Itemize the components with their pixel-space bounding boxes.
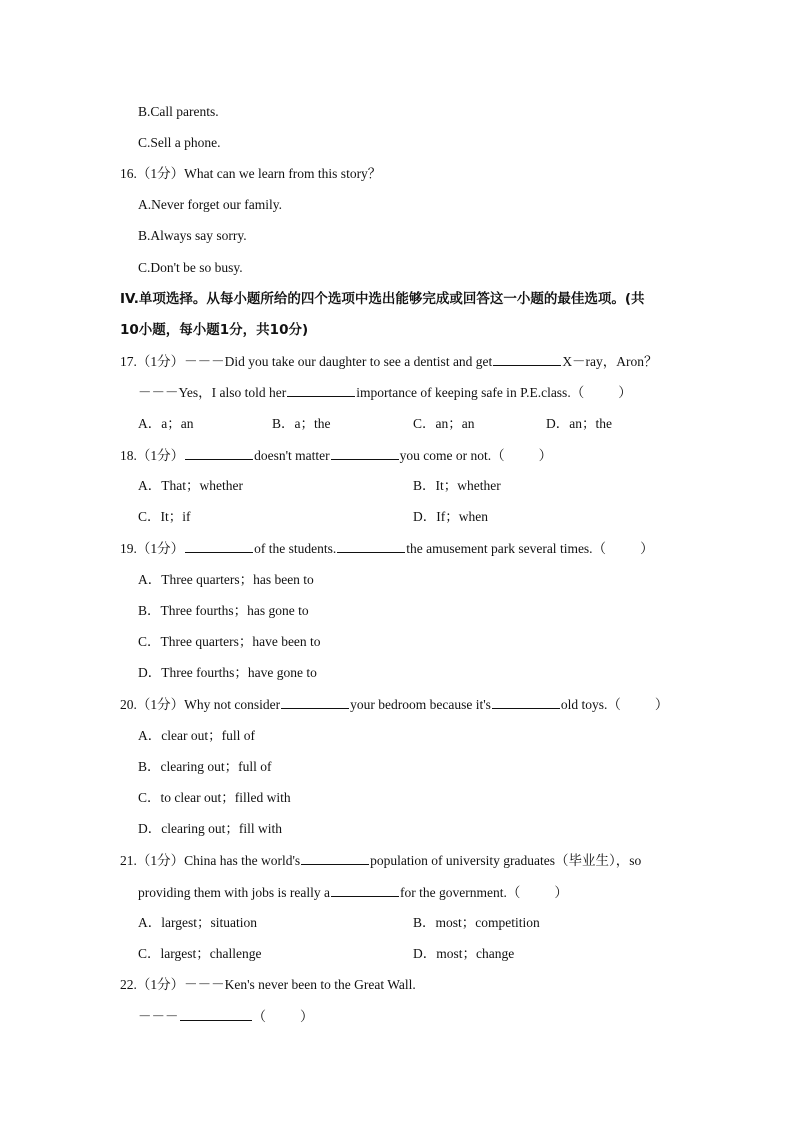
q17-option-c: C．an；an: [413, 416, 475, 431]
q15-option-c: C.Sell a phone.: [138, 135, 221, 150]
q16-option-c: C.Don't be so busy.: [138, 260, 243, 275]
q20-option-a: A．clear out；full of: [138, 728, 255, 743]
q17-text-3: －－－Yes，I also told her: [138, 385, 287, 400]
q21-blank-2[interactable]: [331, 882, 399, 897]
q22-text-4: ）: [300, 1009, 314, 1024]
q22-stem-line2: [138, 1006, 314, 1027]
q19-blank-1[interactable]: [185, 538, 253, 553]
q18-text-3: you come or not.（: [399, 448, 505, 463]
q17-option-b: B．a；the: [272, 416, 331, 431]
q17-option-d: D．an；the: [546, 416, 612, 431]
q21-text-3: providing them with jobs is really a: [138, 885, 330, 900]
q21-text-2: population of university graduates（毕业生），so: [370, 853, 642, 868]
q21-blank-1[interactable]: [301, 850, 369, 865]
q21-option-c: C．largest；challenge: [138, 946, 262, 961]
q19-option-c: C．Three quarters；have been to: [138, 634, 321, 649]
q21-stem-line2: [138, 882, 568, 903]
q20-blank-1[interactable]: [281, 694, 349, 709]
q20-text-3: old toys.（: [560, 697, 621, 712]
q19-blank-2[interactable]: [337, 538, 405, 553]
q20-text-2: your bedroom because it's: [350, 697, 491, 712]
q22-blank-1[interactable]: [180, 1006, 252, 1021]
q19-text-3: the amusement park several times.（: [406, 541, 607, 556]
q16-stem: 16.（1分）What can we learn from this story？: [120, 166, 382, 181]
section-4-heading-line2: 10小题，每小题1分，共10分): [120, 322, 309, 338]
q19-option-b: B．Three fourths；has gone to: [138, 603, 309, 618]
q17-text-4: importance of keeping safe in P.E.class.（: [356, 385, 585, 400]
q17-blank-2[interactable]: [287, 382, 355, 397]
q19-option-d: D．Three fourths；have gone to: [138, 665, 317, 680]
q22-stem: 22.（1分）－－－Ken's never been to the Great Wall.: [120, 977, 416, 992]
q17-blank-1[interactable]: [493, 351, 561, 366]
q21-option-a: A．largest；situation: [138, 915, 257, 930]
q19-stem: [120, 538, 654, 559]
q17-option-a: A．a；an: [138, 416, 194, 431]
section-4-heading-line1: IV.单项选择。从每小题所给的四个选项中选出能够完成或回答这一小题的最佳选项。(共: [120, 291, 645, 307]
q18-blank-1[interactable]: [185, 445, 253, 460]
q22-text-2: －－－: [138, 1009, 179, 1024]
q17-stem-line2: [138, 382, 632, 403]
q20-option-d: D．clearing out；fill with: [138, 821, 282, 836]
q19-text-4: ）: [640, 541, 654, 556]
q16-option-a: A.Never forget our family.: [138, 197, 282, 212]
q21-option-d: D．most；change: [413, 946, 515, 961]
q17-text-1: 17.（1分）－－－Did you take our daughter to see a dentist and get: [120, 354, 493, 369]
q21-stem: [120, 850, 641, 871]
q18-blank-2[interactable]: [331, 445, 399, 460]
q20-blank-2[interactable]: [492, 694, 560, 709]
q18-option-c: C．It；if: [138, 509, 191, 524]
q18-option-a: A．That；whether: [138, 478, 243, 493]
q20-text-4: ）: [654, 697, 669, 712]
q18-option-b: B．It；whether: [413, 478, 501, 493]
q21-text-1: 21.（1分）China has the world's: [120, 853, 301, 868]
q18-text-2: doesn't matter: [254, 448, 330, 463]
q17-text-5: ）: [618, 385, 632, 400]
q21-text-4: for the government.（: [399, 885, 521, 900]
q15-option-b: B.Call parents.: [138, 104, 219, 119]
q22-text-3: （: [252, 1009, 266, 1024]
q19-option-a: A．Three quarters；has been to: [138, 572, 314, 587]
q18-option-d: D．If；when: [413, 509, 488, 524]
q20-text-1: 20.（1分）Why not consider: [120, 697, 281, 712]
q17-text-2: X－ray，Aron？: [562, 354, 658, 369]
q20-option-b: B．clearing out；full of: [138, 759, 272, 774]
q17-stem: [120, 351, 658, 372]
q20-option-c: C．to clear out；filled with: [138, 790, 291, 805]
q20-stem: [120, 694, 668, 715]
q18-text-1: 18.（1分）: [120, 448, 185, 463]
q19-text-1: 19.（1分）: [120, 541, 185, 556]
q21-text-5: ）: [554, 885, 568, 900]
q21-option-b: B．most；competition: [413, 915, 540, 930]
q18-stem: [120, 445, 552, 466]
q19-text-2: of the students.: [254, 541, 337, 556]
q18-text-4: ）: [538, 448, 553, 463]
q16-option-b: B.Always say sorry.: [138, 228, 247, 243]
